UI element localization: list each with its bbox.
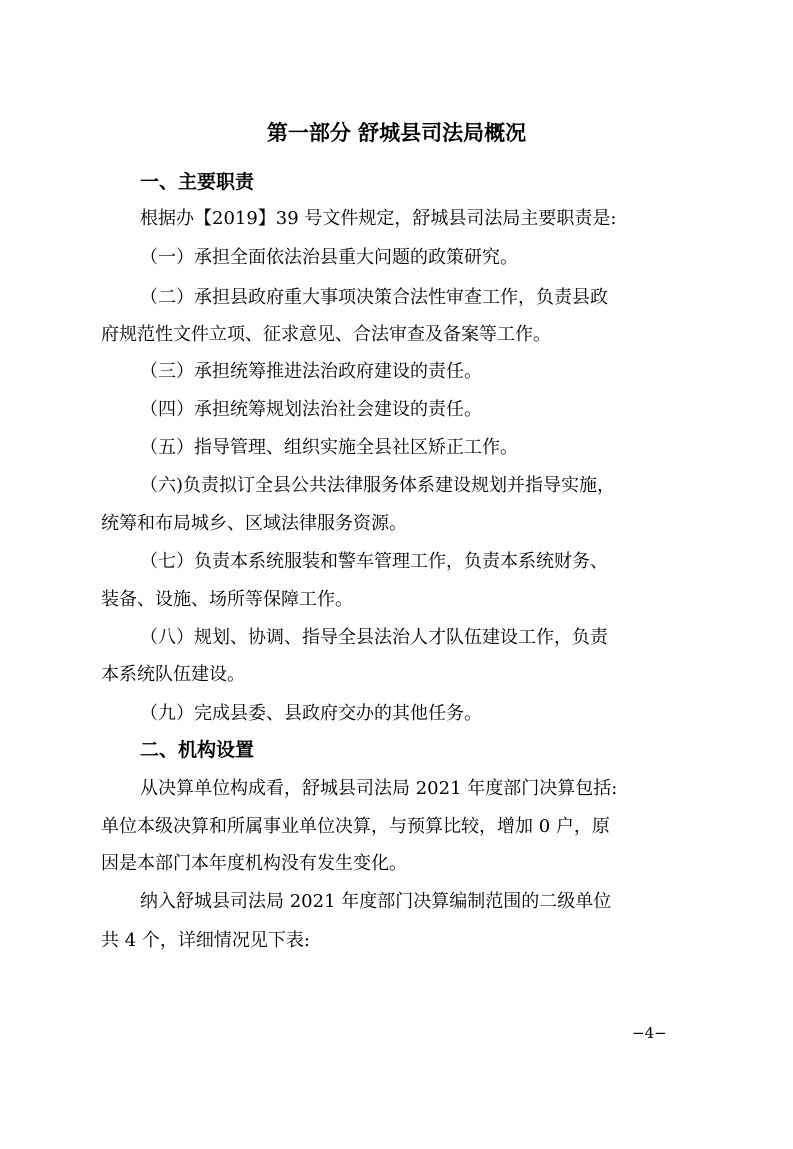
page-number: −4−: [632, 1024, 667, 1042]
duty-item-2-line-2: 府规范性文件立项、征求意见、合法审查及备案等工作。: [101, 324, 551, 345]
duty-item-2-line-1: （二）承担县政府重大事项决策合法性审查工作，负责县政: [140, 287, 608, 308]
duties-intro: 根据办【2019】39 号文件规定，舒城县司法局主要职责是:: [140, 208, 617, 229]
page-title: 第一部分 舒城县司法局概况: [266, 121, 527, 145]
duty-item-3: （三）承担统筹推进法治政府建设的责任。: [140, 361, 482, 382]
duty-item-5: （五）指导管理、组织实施全县社区矫正工作。: [140, 437, 518, 458]
duty-item-8-line-1: （八）规划、协调、指导全县法治人才队伍建设工作，负责: [140, 627, 608, 648]
duty-item-7-line-1: （七）负责本系统服装和警车管理工作，负责本系统财务、: [140, 551, 608, 572]
duty-item-6-line-2: 统筹和布局城乡、区域法律服务资源。: [101, 513, 407, 534]
duty-item-4: （四）承担统筹规划法治社会建设的责任。: [140, 399, 482, 420]
section-heading-organization: 二、机构设置: [140, 739, 255, 761]
duty-item-8-line-2: 本系统队伍建设。: [101, 664, 245, 685]
section-heading-main-duties: 一、主要职责: [140, 171, 255, 193]
duty-item-9: （九）完成县委、县政府交办的其他任务。: [140, 703, 482, 724]
duty-item-7-line-2: 装备、设施、场所等保障工作。: [101, 589, 353, 610]
duty-item-1: （一）承担全面依法治县重大问题的政策研究。: [140, 247, 518, 268]
organization-paragraph-1-line-2: 单位本级决算和所属事业单位决算，与预算比较，增加 0 户，原: [101, 816, 610, 837]
organization-paragraph-1-line-1: 从决算单位构成看，舒城县司法局 2021 年度部门决算包括:: [140, 778, 618, 799]
organization-paragraph-2-line-1: 纳入舒城县司法局 2021 年度部门决算编制范围的二级单位: [140, 891, 612, 912]
organization-paragraph-1-line-3: 因是本部门本年度机构没有发生变化。: [101, 853, 407, 874]
organization-paragraph-2-line-2: 共 4 个，详细情况见下表:: [101, 930, 310, 951]
duty-item-6-line-1: （六)负责拟订全县公共法律服务体系建设规划并指导实施，: [140, 475, 616, 496]
